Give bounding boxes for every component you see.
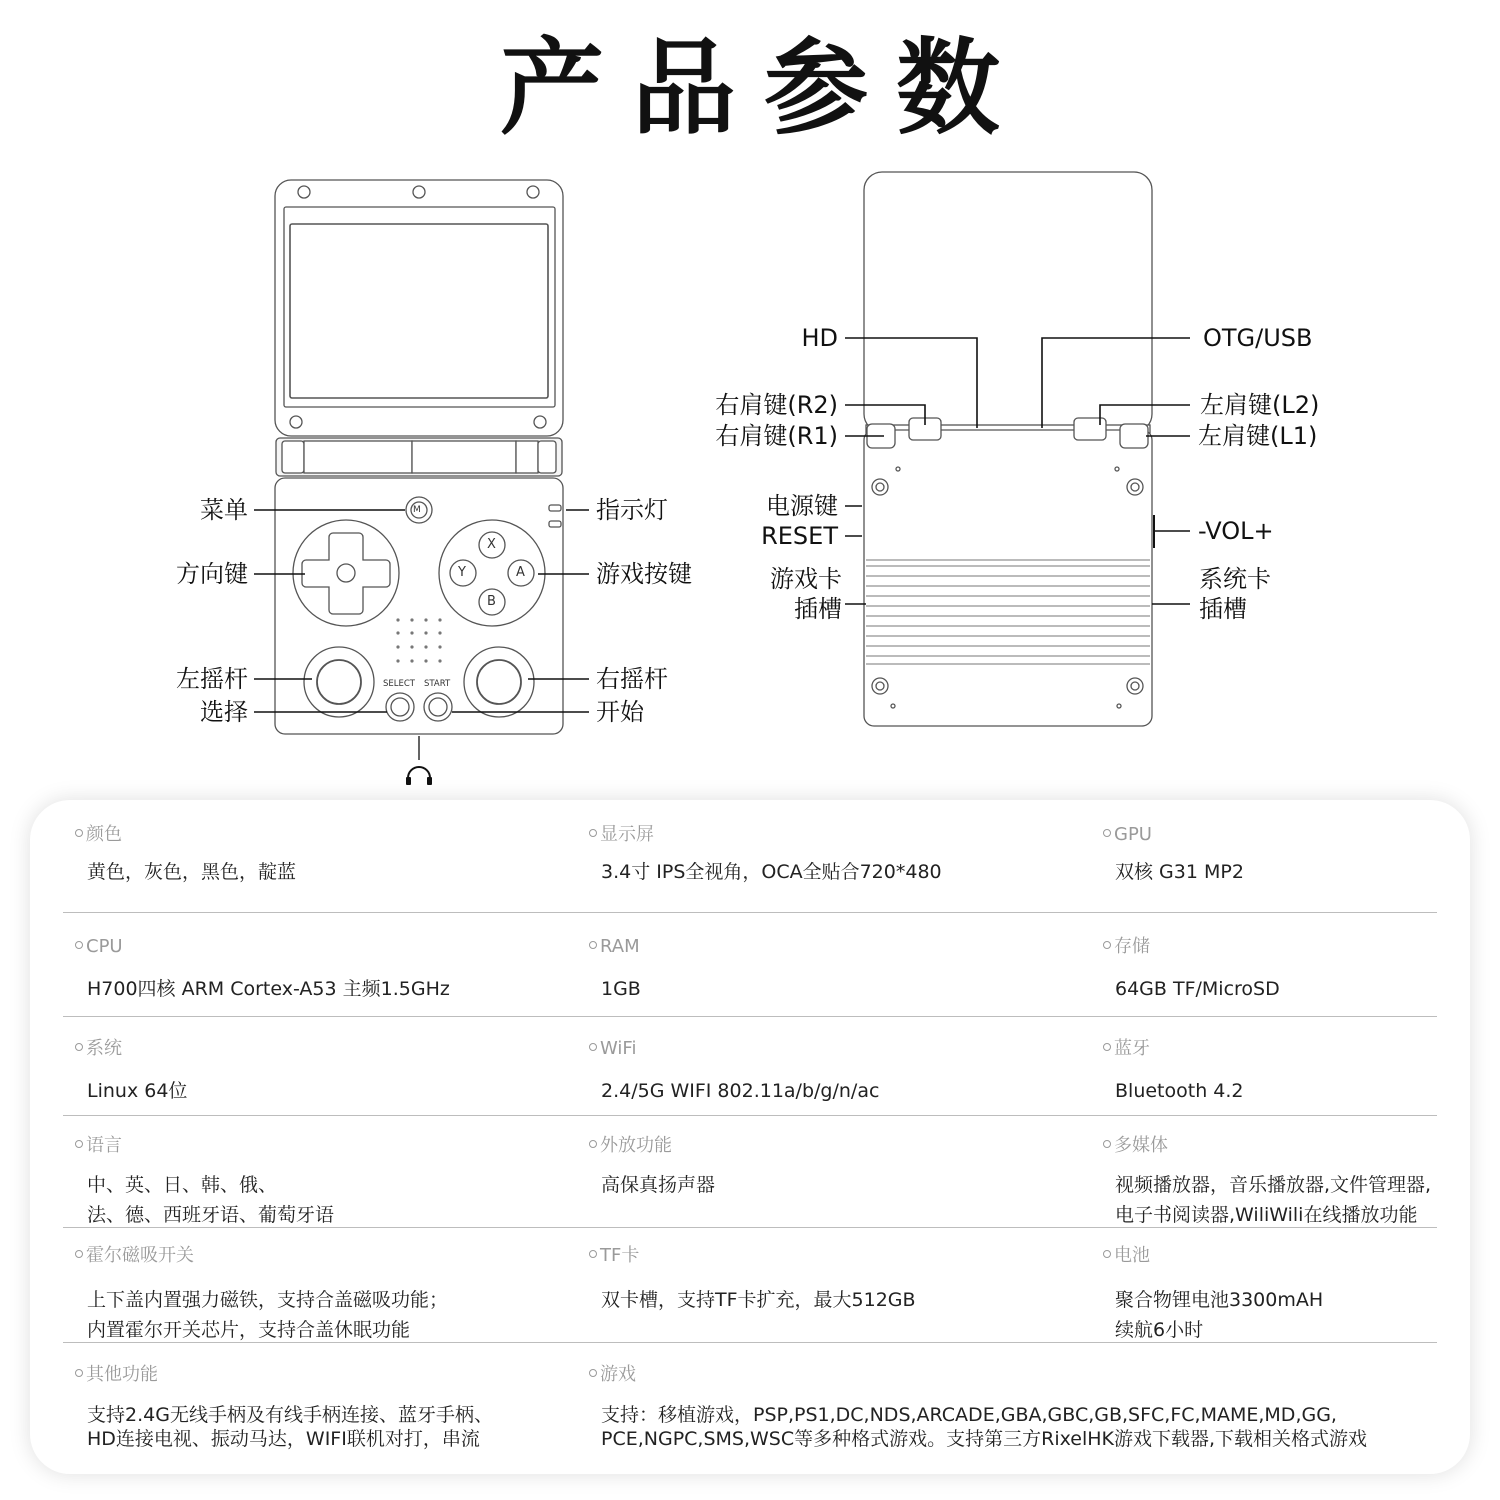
bottom-body <box>275 478 563 734</box>
spec-value: 电子书阅读器,WiliWili在线播放功能 <box>1115 1204 1418 1226</box>
spec-value: 内置霍尔开关芯片，支持合盖休眠功能 <box>87 1319 411 1341</box>
spec-value: 2.4/5G WIFI 802.11a/b/g/n/ac <box>601 1080 880 1102</box>
button-a-glyph: A <box>516 565 525 580</box>
spec-title: 多媒体 <box>1103 1135 1168 1157</box>
label-vol: -VOL+ <box>1198 517 1274 545</box>
label-menu: 菜单 <box>200 496 248 524</box>
hinge-part <box>538 441 556 473</box>
label-r1: 右肩键(R1) <box>715 422 838 450</box>
spec-row <box>63 1227 1437 1343</box>
spec-title: 显示屏 <box>589 824 654 846</box>
spec-value: 双卡槽，支持TF卡扩充，最大512GB <box>601 1289 916 1311</box>
spec-value: H700四核 ARM Cortex-A53 主频1.5GHz <box>87 978 450 1000</box>
spec-value: 3.4寸 IPS全视角，OCA全贴合720*480 <box>601 861 942 883</box>
label-power: 电源键 <box>766 492 838 520</box>
spec-value: 1GB <box>601 978 641 1000</box>
start-small-label: START <box>424 679 451 689</box>
spec-row <box>63 1016 1437 1116</box>
label-game-card-slot-1: 游戏卡 <box>770 565 842 593</box>
shoulder-l2 <box>1074 418 1106 440</box>
back-lid <box>864 172 1152 432</box>
label-l2: 左肩键(L2) <box>1200 391 1320 419</box>
spec-value: 续航6小时 <box>1115 1319 1204 1341</box>
label-hd: HD <box>801 324 838 352</box>
spec-value: 中、英、日、韩、俄、 <box>87 1174 278 1196</box>
spec-title: 蓝牙 <box>1103 1038 1150 1060</box>
spec-title: 霍尔磁吸开关 <box>75 1245 194 1267</box>
hinge-part <box>516 441 538 473</box>
label-otg-usb: OTG/USB <box>1203 324 1313 352</box>
headphone-icon <box>408 767 430 784</box>
label-left-stick: 左摇杆 <box>176 665 248 693</box>
headphone-icon-pad <box>406 777 411 785</box>
hinge-part <box>304 441 412 473</box>
spec-title: 系统 <box>75 1038 122 1060</box>
spec-row <box>63 800 1437 913</box>
label-start: 开始 <box>596 698 644 726</box>
button-y-glyph: Y <box>458 565 466 580</box>
spec-value: HD连接电视、振动马达，WIFI联机对打，串流 <box>87 1428 480 1450</box>
label-game-buttons: 游戏按键 <box>596 560 692 588</box>
back-body <box>864 430 1152 726</box>
spec-value: Linux 64位 <box>87 1080 188 1102</box>
spec-value: Bluetooth 4.2 <box>1115 1080 1244 1102</box>
spec-title: 语言 <box>75 1135 122 1157</box>
label-system-card-slot-2: 插槽 <box>1199 595 1247 623</box>
spec-title: CPU <box>75 936 123 958</box>
hinge-part <box>412 441 516 473</box>
headphone-icon-pad <box>427 777 432 785</box>
spec-value: PCE,NGPC,SMS,WSC等多种格式游戏。支持第三方RixelHK游戏下载器,下载相关格式游戏 <box>601 1428 1368 1450</box>
spec-title: 存储 <box>1103 936 1150 958</box>
spec-title: RAM <box>589 936 640 958</box>
shoulder-l1 <box>1120 424 1148 448</box>
label-system-card-slot-1: 系统卡 <box>1199 565 1271 593</box>
spec-title: GPU <box>1103 824 1152 846</box>
menu-glyph: M <box>413 505 421 515</box>
spec-value: 聚合物锂电池3300mAH <box>1115 1289 1324 1311</box>
spec-value: 64GB TF/MicroSD <box>1115 978 1280 1000</box>
spec-value: 高保真扬声器 <box>601 1174 716 1196</box>
spec-row <box>63 912 1437 1017</box>
label-l1: 左肩键(L1) <box>1198 422 1318 450</box>
select-small-label: SELECT <box>383 679 415 689</box>
page-title: 产品参数 <box>499 27 1028 149</box>
spec-title: TF卡 <box>589 1245 639 1267</box>
spec-value: 视频播放器，音乐播放器,文件管理器, <box>1115 1174 1432 1196</box>
spec-row <box>63 1115 1437 1228</box>
label-select: 选择 <box>200 698 248 726</box>
spec-value: 法、德、西班牙语、葡萄牙语 <box>87 1204 335 1226</box>
spec-title: 外放功能 <box>589 1135 672 1157</box>
spec-title: 电池 <box>1103 1245 1150 1267</box>
button-x-glyph: X <box>487 537 496 552</box>
label-r2: 右肩键(R2) <box>715 391 838 419</box>
spec-title: 游戏 <box>589 1364 636 1386</box>
label-reset: RESET <box>761 522 838 550</box>
spec-panel <box>30 800 1470 1474</box>
spec-value: 支持：移植游戏，PSP,PS1,DC,NDS,ARCADE,GBA,GBC,GB,SFC,FC,MAME,MD,GG, <box>601 1404 1337 1426</box>
spec-value: 支持2.4G无线手柄及有线手柄连接、蓝牙手柄、 <box>87 1404 493 1426</box>
spec-title: 颜色 <box>75 824 122 846</box>
label-dpad: 方向键 <box>176 560 248 588</box>
hinge-part <box>282 441 304 473</box>
spec-value: 双核 G31 MP2 <box>1115 861 1244 883</box>
label-game-card-slot-2: 插槽 <box>794 595 842 623</box>
spec-title: WiFi <box>589 1038 636 1060</box>
spec-row <box>63 1342 1437 1474</box>
label-indicator: 指示灯 <box>596 496 668 524</box>
button-b-glyph: B <box>487 594 496 609</box>
spec-value: 黄色，灰色，黑色，靛蓝 <box>87 861 297 883</box>
label-right-stick: 右摇杆 <box>596 665 668 693</box>
spec-value: 上下盖内置强力磁铁，支持合盖磁吸功能； <box>87 1289 449 1311</box>
spec-title: 其他功能 <box>75 1364 158 1386</box>
